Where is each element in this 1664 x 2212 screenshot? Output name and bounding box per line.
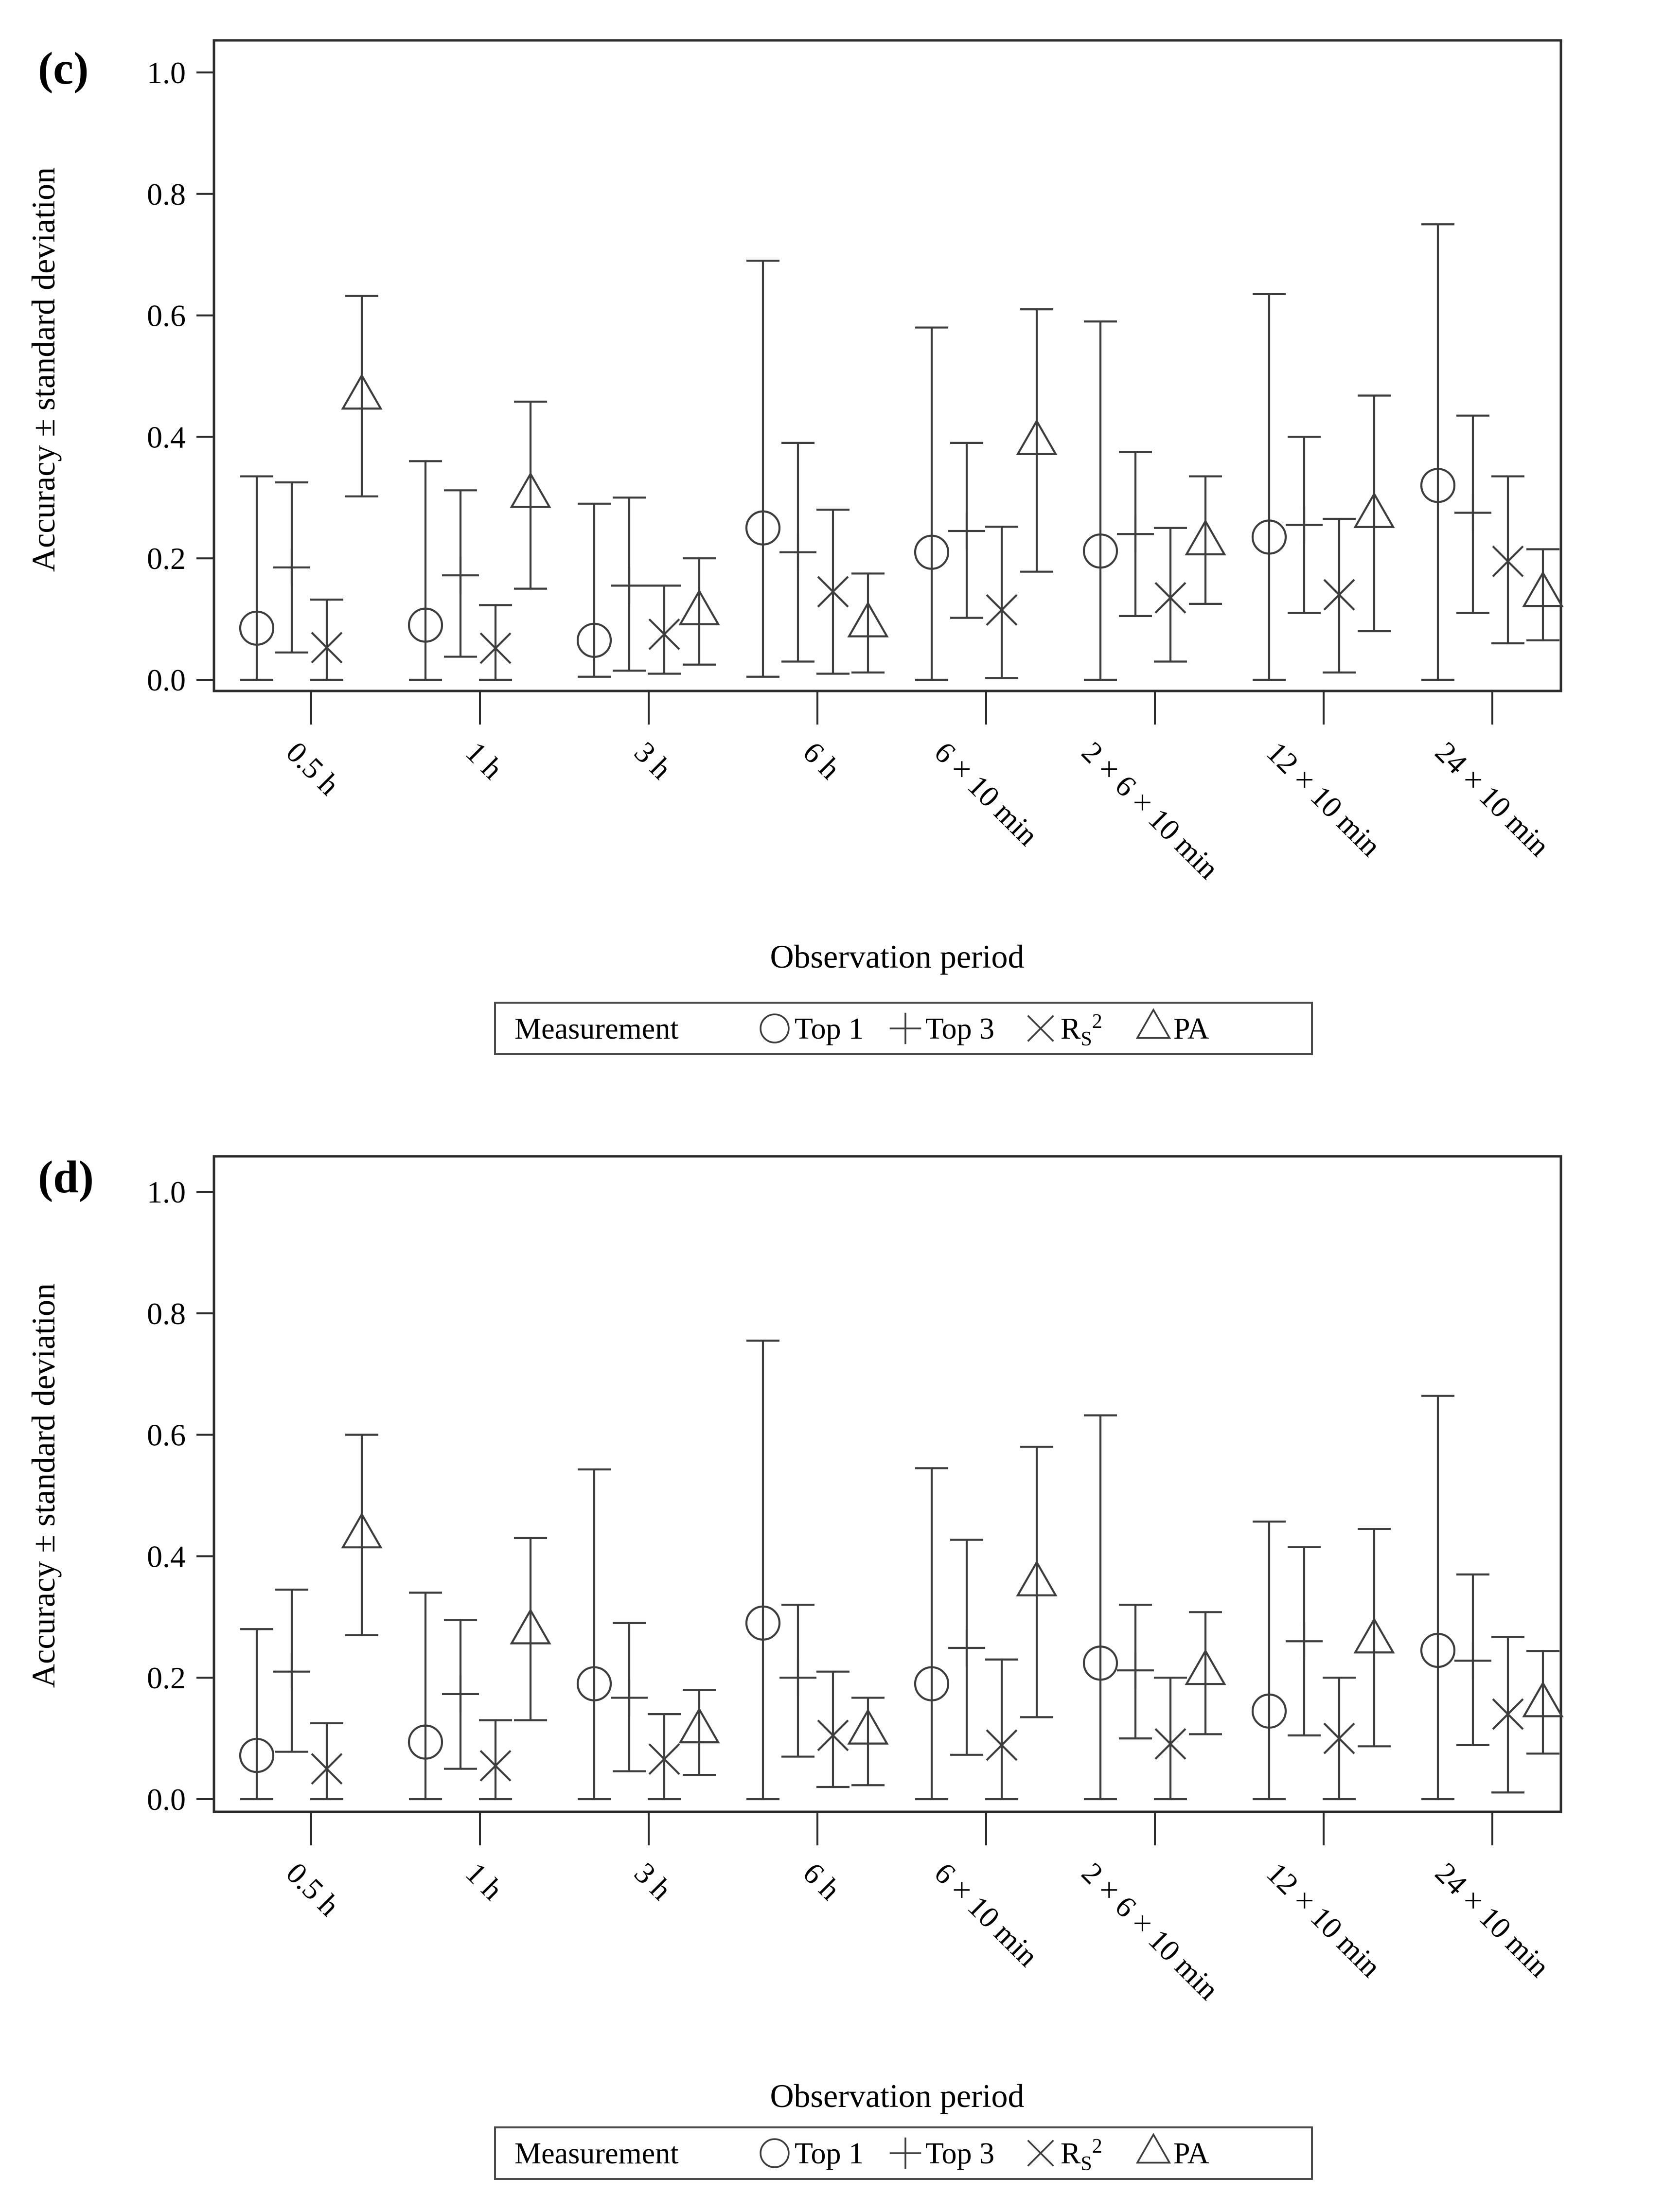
y-axis-tick-label: 0.8: [147, 1296, 186, 1331]
x-axis-title-d: Observation period: [770, 2077, 1025, 2114]
legend-item-label: $R_S^2$: [1061, 2135, 1102, 2175]
legend-title: Measurement: [514, 1012, 679, 1045]
plot-border: [214, 40, 1561, 691]
y-axis-tick-label: 0.0: [147, 1782, 186, 1817]
legend-item-label: PA: [1173, 2137, 1209, 2170]
legend-c: [495, 1003, 1312, 1054]
x-axis-tick-label: 24 × 10 min: [1429, 1856, 1556, 1984]
legend-marker-triangle: [1137, 1010, 1169, 1038]
panel-tag-d: (d): [38, 1152, 94, 1203]
y-axis-tick-label: 0.8: [147, 177, 186, 212]
legend-item-label: Top 1: [795, 1012, 864, 1045]
y-axis-title-c: Accuracy ± standard deviation: [25, 167, 62, 572]
panel-d: [25, 1152, 1562, 2179]
x-axis-tick-label: 1 h: [459, 1856, 509, 1907]
y-axis-tick-label: 0.4: [147, 1539, 186, 1574]
x-axis-title-c: Observation period: [770, 938, 1025, 975]
x-axis-tick-label: 2 × 6 × 10 min: [1075, 1856, 1225, 2007]
plot-border: [214, 1156, 1561, 1812]
legend-item-label: Top 1: [795, 2137, 864, 2170]
legend-item-label: PA: [1173, 1012, 1209, 1045]
x-axis-tick-label: 0.5 h: [280, 735, 346, 802]
legend-marker-triangle: [1137, 2135, 1169, 2163]
x-axis-tick-label: 1 h: [459, 735, 509, 786]
y-axis-tick-label: 0.6: [147, 298, 186, 333]
plot-area-d: [147, 1156, 1562, 2006]
y-axis-tick-label: 1.0: [147, 1175, 186, 1209]
x-axis-tick-label: 3 h: [628, 735, 678, 786]
y-axis-tick-label: 0.0: [147, 663, 186, 697]
x-axis-tick-label: 6 × 10 min: [928, 1856, 1044, 1973]
x-axis-tick-label: 24 × 10 min: [1429, 735, 1556, 863]
x-axis-tick-label: 6 h: [797, 735, 847, 786]
x-axis-tick-label: 2 × 6 × 10 min: [1075, 735, 1225, 886]
x-axis-tick-label: 12 × 10 min: [1260, 1856, 1387, 1984]
x-axis-tick-label: 12 × 10 min: [1260, 735, 1387, 863]
x-axis-tick-label: 6 h: [797, 1856, 847, 1907]
legend-item-label: $R_S^2$: [1061, 1010, 1102, 1050]
y-axis-tick-label: 0.4: [147, 420, 186, 455]
x-axis-tick-label: 3 h: [628, 1856, 678, 1907]
plot-area-c: [147, 40, 1562, 885]
y-axis-tick-label: 0.6: [147, 1417, 186, 1452]
legend-item-label: Top 3: [925, 2137, 995, 2170]
y-axis-tick-label: 0.2: [147, 1661, 186, 1696]
panel-c: [25, 40, 1562, 1054]
legend-title: Measurement: [514, 2137, 679, 2170]
y-axis-tick-label: 1.0: [147, 55, 186, 90]
panel-tag-c: (c): [38, 43, 89, 94]
y-axis-title-d: Accuracy ± standard deviation: [25, 1283, 62, 1688]
legend-marker-circle: [761, 2139, 789, 2167]
x-axis-tick-label: 6 × 10 min: [928, 735, 1044, 852]
legend-marker-circle: [761, 1014, 789, 1043]
x-axis-tick-label: 0.5 h: [280, 1856, 346, 1923]
legend-item-label: Top 3: [925, 1012, 995, 1045]
legend-d: [495, 2127, 1312, 2179]
y-axis-tick-label: 0.2: [147, 541, 186, 576]
